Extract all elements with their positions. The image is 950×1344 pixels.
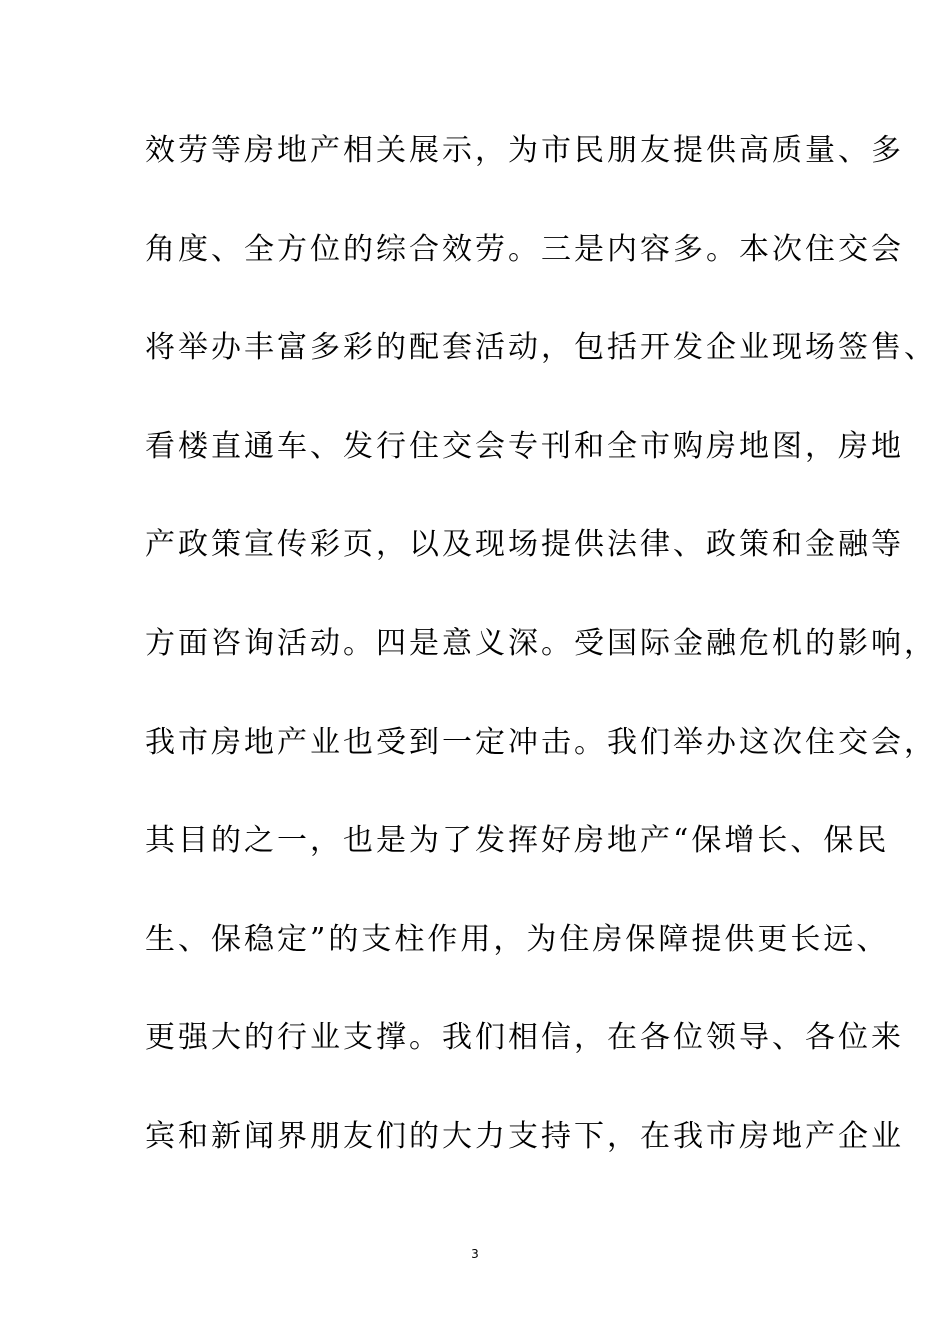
text-line: 效劳等房地产相关展示，为市民朋友提供高质量、多 [145, 133, 904, 168]
text-line: 看楼直通车、发行住交会专刊和全市购房地图，房地 [145, 428, 904, 464]
text-line: 更强大的行业支撑。我们相信，在各位领导、各位来 [145, 1020, 904, 1056]
text-line: 角度、全方位的综合效劳。三是内容多。本次住交会 [145, 231, 904, 267]
text-line: 生、保稳定”的支柱作用，为住房保障提供更长远、 [145, 921, 890, 957]
text-line: 宾和新闻界朋友们的大力支持下，在我市房地产企业 [145, 1118, 904, 1154]
text-line: 其目的之一，也是为了发挥好房地产“保增长、保民 [145, 823, 890, 859]
text-line: 将举办丰富多彩的配套活动，包括开发企业现场签售、 [145, 330, 937, 366]
text-line: 我市房地产业也受到一定冲击。我们举办这次住交会， [145, 724, 937, 760]
body-text [145, 126, 937, 1211]
text-line: 产政策宣传彩页，以及现场提供法律、政策和金融等 [145, 527, 904, 563]
text-line: 方面咨询活动。四是意义深。受国际金融危机的影响， [145, 625, 937, 661]
page-number: 3 [471, 1247, 479, 1261]
